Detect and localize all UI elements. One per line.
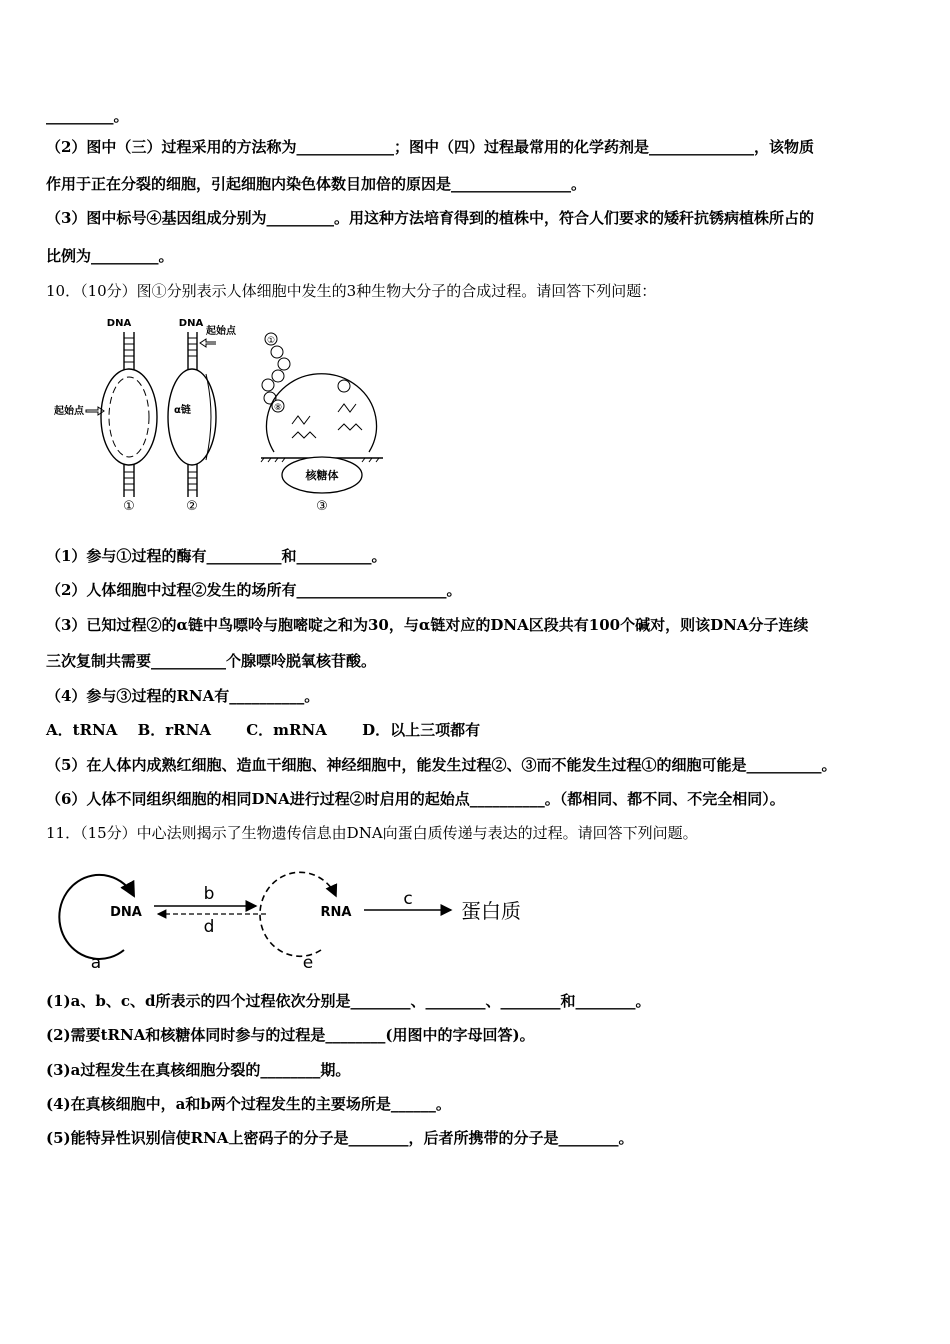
alpha-chain-label: α链 (174, 405, 191, 416)
q10-part-2: （2）人体细胞中过程②发生的场所有____________________。 (46, 581, 462, 599)
origin-label-top: 起始点 (206, 326, 236, 337)
amino-acid-8-label: ⑧ (273, 403, 283, 413)
origin-label-left: 起始点 (54, 406, 84, 417)
process-b-label: b (203, 884, 215, 904)
q9-part-3-cont: 比例为_________。 (46, 247, 174, 265)
q11-part-1: (1)a、b、c、d所表示的四个过程依次分别是________、________、________和________。 (46, 992, 651, 1010)
q9-part-2: （2）图中（三）过程采用的方法称为_____________；图中（四）过程最常用的化学药剂是______________，该物质 (46, 138, 814, 156)
protein-node: 蛋白质 (461, 899, 521, 923)
ribosome-label: 核糖体 (305, 469, 339, 482)
q10-part-4: （4）参与③过程的RNA有__________。 (46, 687, 320, 705)
label-circle-3: ③ (316, 499, 328, 514)
q10-figure (46, 312, 386, 517)
q9-line-1: _________。 (46, 107, 129, 125)
label-circle-2: ② (186, 499, 198, 514)
dna-label-2: DNA (178, 318, 204, 329)
q10-part-3-cont: 三次复制共需要__________个腺嘌呤脱氧核苷酸。 (46, 652, 377, 670)
process-e-label: e (302, 953, 314, 973)
q11-part-2: (2)需要tRNA和核糖体同时参与的过程是________(用图中的字母回答)。 (46, 1026, 535, 1044)
q11-figure (46, 852, 551, 977)
label-circle-1: ① (123, 499, 135, 514)
q11-header: 11．（15分）中心法则揭示了生物遗传信息由DNA向蛋白质传递与表达的过程。请回答下列问题。 (46, 824, 698, 842)
q11-part-5: (5)能特异性识别信使RNA上密码子的分子是________，后者所携带的分子是________。 (46, 1129, 634, 1147)
q10-part-6: （6）人体不同组织细胞的相同DNA进行过程②时启用的起始点__________。（都相同、都不同、不完全相同）。 (46, 790, 785, 808)
process-c-label: c (403, 889, 413, 909)
amino-acid-1-label: ① (266, 336, 276, 346)
transcription-diagram (168, 318, 237, 514)
replication-diagram (54, 318, 157, 514)
q9-part-3: （3）图中标号④基因组成分别为_________。用这种方法培育得到的植株中，符合人们要求的矮秆抗锈病植株所占的 (46, 209, 814, 227)
q10-header: 10．（10分）图①分别表示人体细胞中发生的3种生物大分子的合成过程。请回答下列问题： (46, 282, 657, 300)
q10-part-3: （3）已知过程②的α链中鸟嘌呤与胞嘧啶之和为30，与α链对应的DNA区段共有100个碱对，则该DNA分子连续 (46, 616, 809, 634)
q10-part-5: （5）在人体内成熟红细胞、造血干细胞、神经细胞中，能发生过程②、③而不能发生过程①的细胞可能是__________。 (46, 756, 837, 774)
rna-node: RNA (320, 905, 352, 920)
process-d-label: d (203, 917, 215, 937)
process-a-label: a (90, 953, 102, 973)
q10-part-4-options: A．tRNA B．rRNA C．mRNA D．以上三项都有 (46, 721, 481, 739)
q11-part-3: (3)a过程发生在真核细胞分裂的________期。 (46, 1061, 351, 1079)
dna-node: DNA (110, 905, 142, 920)
dna-label-1: DNA (106, 318, 132, 329)
q10-part-1: （1）参与①过程的酶有__________和__________。 (46, 547, 387, 565)
q9-part-2-cont: 作用于正在分裂的细胞，引起细胞内染色体数目加倍的原因是________________。 (46, 175, 587, 193)
q11-part-4: (4)在真核细胞中，a和b两个过程发生的主要场所是______。 (46, 1095, 451, 1113)
translation-diagram (261, 333, 383, 514)
